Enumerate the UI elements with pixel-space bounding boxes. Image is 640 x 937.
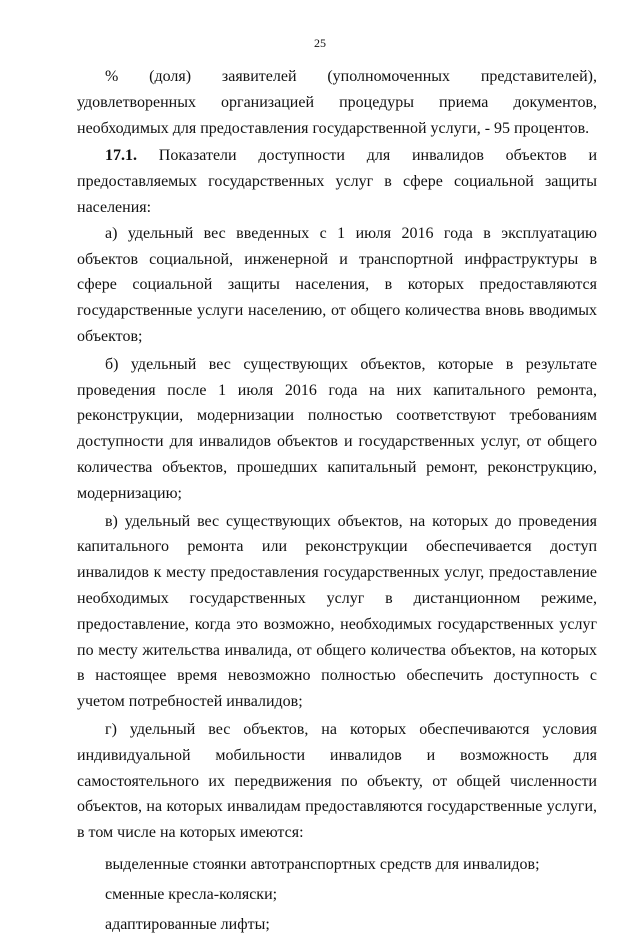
list-item-parking: выделенные стоянки автотранспортных средств для инвалидов;	[77, 852, 597, 878]
list-item-elevators: адаптированные лифты;	[77, 912, 597, 937]
paragraph-item-a: а) удельный вес введенных с 1 июля 2016 года в эксплуатацию объектов социальной, инженерной и транспортной инфраструктуры в сфере социальной защиты населения, в которых предоставляются государственные услуги населению, от общего количества вновь вводимых объектов;	[77, 221, 597, 350]
paragraph-item-c: в) удельный вес существующих объектов, на которых до проведения капитального ремонта или реконструкции обеспечивается доступ инвалидов к месту предоставления государственных услуг, предоставление необходимых государственных услуг в дистанционном режиме, предоставление, когда это возможно, необходимых государственных услуг по месту жительства инвалида, от общего количества объектов, на которых в настоящее время невозможно полностью обеспечить доступность с учетом потребностей инвалидов;	[77, 509, 597, 715]
section-heading-text: Показатели доступности для инвалидов объектов и предоставляемых государственных услуг в сфере социальной защиты населения:	[77, 147, 597, 216]
list-item-wheelchairs: сменные кресла-коляски;	[77, 882, 597, 908]
section-number: 17.1.	[105, 147, 137, 164]
body-text	[77, 64, 597, 937]
paragraph-item-b: б) удельный вес существующих объектов, которые в результате проведения после 1 июля 2016 года на них капитального ремонта, реконструкции, модернизации полностью соответствуют требованиям доступности для инвалидов объектов и государственных услуг, от общего количества объектов, прошедших капитальный ремонт, реконструкцию, модернизацию;	[77, 352, 597, 507]
paragraph-item-d: г) удельный вес объектов, на которых обеспечиваются условия индивидуальной мобильности инвалидов и возможность для самостоятельного их передвижения по объекту, от общей численности объектов, на которых инвалидам предоставляются государственные услуги, в том числе на которых имеются:	[77, 717, 597, 846]
paragraph-satisfaction: % (доля) заявителей (уполномоченных представителей), удовлетворенных организацией процедуры приема документов, необходимых для предоставления государственной услуги, - 95 процентов.	[77, 64, 597, 141]
page-number: 25	[0, 36, 640, 51]
paragraph-section-17-1	[77, 143, 597, 220]
